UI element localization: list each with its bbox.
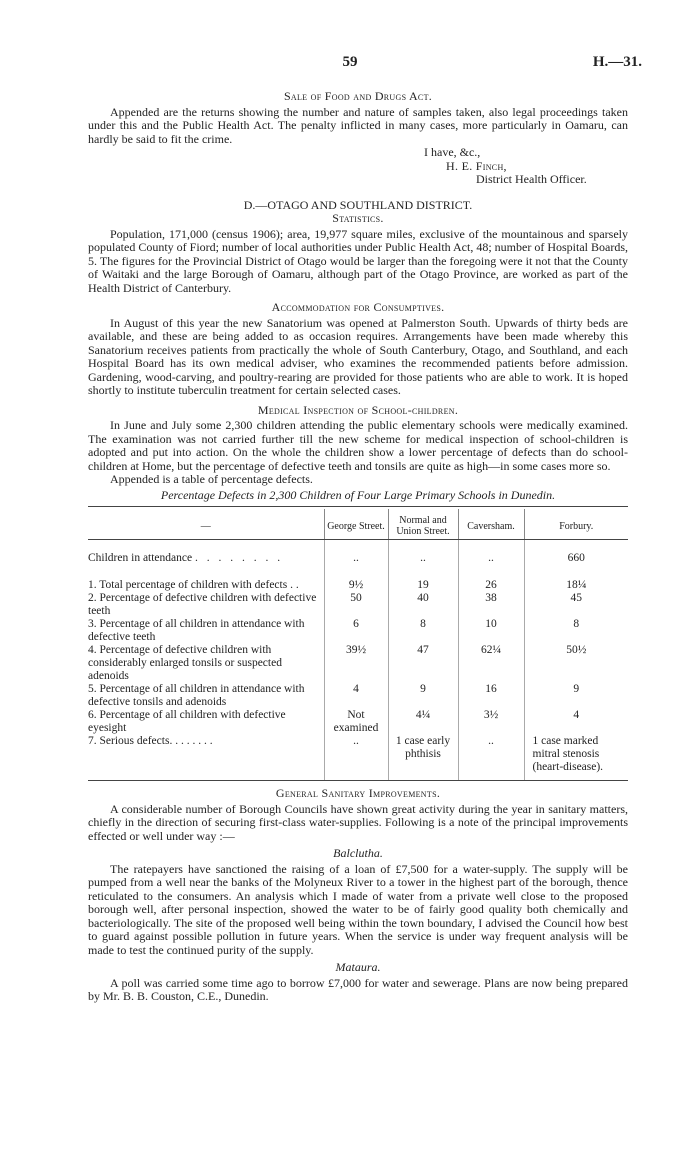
cell: 26	[458, 579, 524, 592]
table-row	[88, 592, 628, 618]
cell: 40	[388, 592, 458, 618]
table-row	[88, 683, 628, 709]
inspection-paragraph: In June and July some 2,300 children attending the public elementary schools were medically examined. The examination was not carried further till the new scheme for medical inspection of school-children is adopted and put into action. On the whole the children show a lower percentage of defects than do school-children at Home, but the percentage of defective teeth and tonsils are quite as high—in some cases more so.	[88, 418, 628, 473]
cell: 9½	[324, 579, 388, 592]
table-row	[88, 735, 628, 781]
row-label: 5. Percentage of all children in attendance with defective tonsils and adenoids	[88, 683, 305, 708]
cell: 45	[524, 592, 628, 618]
table-row	[88, 644, 628, 683]
statistics-heading: Statistics.	[332, 211, 384, 225]
table-row	[88, 709, 628, 735]
cell: ..	[324, 540, 388, 580]
table-caption: Percentage Defects in 2,300 Children of Four Large Primary Schools in Dunedin.	[160, 487, 556, 502]
cell: 8	[388, 618, 458, 644]
table-top-rule	[88, 506, 628, 507]
mataura-paragraph: A poll was carried some time ago to borrow £7,000 for water and sewerage. Plans are now being prepared by Mr. B. B. Couston, C.E., Dunedin.	[88, 975, 628, 1003]
mataura-heading: Mataura.	[335, 960, 381, 974]
cell: 19	[388, 579, 458, 592]
cell: 9	[524, 683, 628, 709]
cell: Not examined	[324, 709, 388, 735]
cell: 50	[324, 592, 388, 618]
consumptives-heading: Accommodation for Consumptives.	[271, 300, 445, 314]
cell: 62¼	[458, 644, 524, 683]
food-drugs-heading: Sale of Food and Drugs Act.	[283, 89, 433, 103]
cell: 1 case early phthisis	[388, 735, 458, 781]
balclutha-heading: Balclutha.	[333, 846, 383, 860]
cell: 4¼	[388, 709, 458, 735]
cell: 39½	[324, 644, 388, 683]
row-label: 3. Percentage of all children in attendance with defective teeth	[88, 618, 305, 643]
table-row	[88, 618, 628, 644]
col-forbury: Forbury.	[524, 509, 628, 540]
col-george-street: George Street.	[324, 509, 388, 540]
cell: 4	[324, 683, 388, 709]
defects-table	[88, 509, 628, 781]
table-header-row	[88, 509, 628, 540]
table-row-attendance	[88, 540, 628, 580]
row-label: 6. Percentage of all children with defective eyesight	[88, 709, 286, 734]
page-content	[88, 90, 628, 1004]
cell: 3½	[458, 709, 524, 735]
col-caversham: Caversham.	[458, 509, 524, 540]
cell: 660	[524, 540, 628, 580]
row-label: 1. Total percentage of children with defects . .	[88, 579, 299, 591]
attendance-label: Children in attendance	[88, 552, 193, 564]
cell: ..	[324, 735, 388, 781]
attendance-dots: . . . . . . . .	[194, 552, 284, 564]
cell: 1 case marked mitral stenosis (heart-disease).	[524, 735, 628, 781]
cell: 9	[388, 683, 458, 709]
cell: 18¼	[524, 579, 628, 592]
cell: 6	[324, 618, 388, 644]
consumptives-paragraph: In August of this year the new Sanatorium was opened at Palmerston South. Upwards of thirty beds are available, and these are being added to as occasion requires. Arrangements have been made whereby this Sanatorium receives patients from practically the whole of South Canterbury, Otago, and Southland, and each Hospital Board has its own medical adviser, who examines the recommended patients before admission. Gardening, wood-carving, and poultry-rearing are provided for those patients who are able to work. It is hoped shortly to institute tuberculin treatment for certain selected cases.	[88, 315, 628, 397]
col-normal-union-street: Normal and Union Street.	[388, 509, 458, 540]
table-row	[88, 579, 628, 592]
row-label: 2. Percentage of defective children with defective teeth	[88, 592, 317, 617]
cell: ..	[388, 540, 458, 580]
cell: ..	[458, 735, 524, 781]
balclutha-paragraph: The ratepayers have sanctioned the raising of a loan of £7,500 for a water-supply. The supply will be pumped from a well near the banks of the Molyneux River to a tower in the highest part of the borough, thence reticulated to the consumers. An analysis which I made of water from a private well close to the proposed borough well, after personal inspection, showed the water to be of fairly good quality both chemically and bacteriologically. The site of the proposed well being within the town boundary, I advised the Council how best to guard against possible pollution in future years. When the service is under way frequent analysis will be made to test the continued purity of the supply.	[88, 861, 628, 957]
sanitary-paragraph: A considerable number of Borough Councils have shown great activity during the year in sanitary matters, chiefly in the direction of securing first-class water-supplies. Following is a note of the principal improvements effected or well under way :—	[88, 801, 628, 843]
cell: 50½	[524, 644, 628, 683]
inspection-heading: Medical Inspection of School-children.	[257, 402, 459, 417]
signature-salutation: I have, &c.,	[424, 145, 481, 159]
page-reference: H.—31.	[592, 54, 642, 70]
food-drugs-paragraph: Appended are the returns showing the number and nature of samples taken, also legal proceedings taken under this and the Public Health Act. The penalty inflicted in many cases, more particularly in Oamaru, can hardly be said to fit the crime.	[88, 104, 628, 146]
row-label: 4. Percentage of defective children with considerably enlarged tonsils or suspected adenoids	[88, 644, 282, 682]
sanitary-heading: General Sanitary Improvements.	[275, 786, 441, 800]
cell: 47	[388, 644, 458, 683]
page-number: 59	[342, 54, 358, 70]
cell: 10	[458, 618, 524, 644]
district-heading: D.—OTAGO AND SOUTHLAND DISTRICT.	[243, 197, 473, 212]
table-header-blank: —	[88, 509, 324, 540]
signature-block	[88, 146, 628, 187]
cell: 38	[458, 592, 524, 618]
signature-title: District Health Officer.	[476, 172, 587, 186]
cell: 4	[524, 709, 628, 735]
cell: ..	[458, 540, 524, 580]
row-label: 7. Serious defects. . . . . . . .	[88, 735, 324, 781]
row-label	[88, 540, 324, 580]
inspection-appended-note: Appended is a table of percentage defects.	[110, 472, 313, 486]
cell: 8	[524, 618, 628, 644]
signature-name: H. E. Finch,	[446, 158, 507, 173]
cell: 16	[458, 683, 524, 709]
statistics-paragraph: Population, 171,000 (census 1906); area, 19,977 square miles, exclusive of the mountainous and sparsely populated County of Fiord; number of local authorities under Public Health Act, 48; number of Hospital Boards, 5. The figures for the Provincial District of Otago would be larger than the foregoing were it not that the County of Waitaki and the large Borough of Oamaru, although part of the Otago Province, are worked as part of the Health District of Canterbury.	[88, 226, 628, 295]
